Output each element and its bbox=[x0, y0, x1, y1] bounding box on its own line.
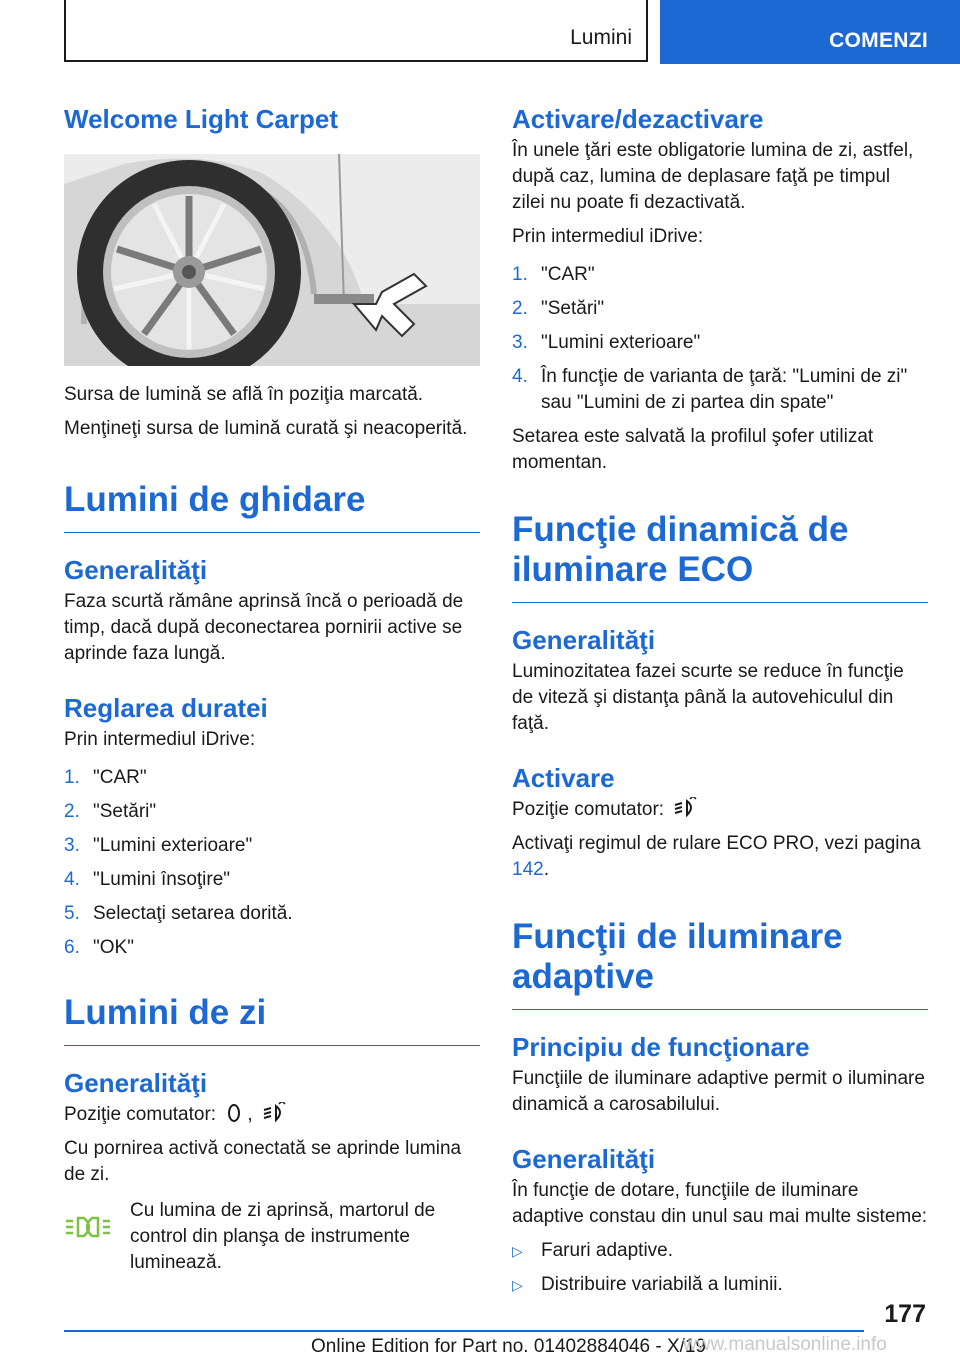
comutator-position-line bbox=[64, 1102, 480, 1128]
reglarea-duratei-title: Reglarea duratei bbox=[64, 693, 268, 723]
indicator-note bbox=[64, 1198, 480, 1276]
switch-position-zero-icon bbox=[225, 1102, 243, 1124]
list-item: 3. "Lumini exterioare" bbox=[64, 835, 253, 856]
generalitati-title-3: Generalităţi bbox=[512, 625, 656, 655]
eco-pro-text-start: Activaţi regimul de rulare ECO PRO, vezi pagina bbox=[512, 833, 921, 854]
header-tab-comenzi[interactable] bbox=[660, 0, 960, 64]
durata-intro: Prin intermediul iDrive: bbox=[64, 729, 256, 750]
car-wheel-image bbox=[64, 154, 480, 366]
activare-title: Activare bbox=[512, 763, 615, 793]
chapter-lumini-de-ghidare: Lumini de ghidare bbox=[64, 480, 480, 533]
activare-steps-list bbox=[512, 262, 928, 416]
list-item: 6. "OK" bbox=[64, 937, 134, 958]
low-beam-auto-icon bbox=[673, 797, 699, 819]
martor-text: Cu lumina de zi aprinsă, martorul de control din planşa de instrumente luminează. bbox=[130, 1200, 436, 1273]
chapter-lumini-de-zi: Lumini de zi bbox=[64, 993, 480, 1046]
activare-dezactivare-title: Activare/dezactivare bbox=[512, 104, 764, 134]
list-item: 1. "CAR" bbox=[64, 767, 147, 788]
durata-steps-list bbox=[64, 765, 480, 961]
daytime-light-indicator-icon bbox=[64, 1212, 112, 1242]
list-item: 1. "CAR" bbox=[512, 264, 595, 285]
page-number: 177 bbox=[884, 1300, 926, 1328]
header-tab-label: COMENZI bbox=[829, 29, 928, 52]
list-item: ▷ Distribuire variabilă a luminii. bbox=[512, 1272, 928, 1298]
list-item: 4. În funcţie de varianta de ţară: "Lumini de zi" sau "Lumini de zi partea din spate" bbox=[512, 366, 908, 413]
bullet-triangle-icon: ▷ bbox=[512, 1243, 523, 1259]
header-section-label: Lumini bbox=[570, 26, 632, 49]
image-caption-2: Menţineţi sursa de lumină curată şi neacoperită. bbox=[64, 418, 468, 439]
footer-divider bbox=[64, 1330, 864, 1332]
generalitati-title-1: Generalităţi bbox=[64, 555, 208, 585]
left-column bbox=[64, 100, 480, 1276]
eco-pro-text-end: . bbox=[543, 859, 549, 880]
generalitati-text-4: În funcţie de dotare, funcţiile de iluminare adaptive constau din unul sau mai multe sisteme: bbox=[512, 1180, 928, 1227]
list-item: 3. "Lumini exterioare" bbox=[512, 332, 701, 353]
generalitati-text-3: Luminozitatea fazei scurte se reduce în funcţie de viteză şi distanţa până la autovehiculul din faţă. bbox=[512, 661, 904, 734]
eco-pro-text bbox=[512, 831, 928, 883]
list-item: 4. "Lumini însoţire" bbox=[64, 869, 231, 890]
image-caption-1: Sursa de lumină se află în poziţia marcată. bbox=[64, 384, 424, 405]
comutator-label: Poziţie comutator: bbox=[64, 1104, 217, 1125]
header-box bbox=[64, 0, 648, 62]
pornire-text: Cu pornirea activă conectată se aprinde lumina de zi. bbox=[64, 1138, 462, 1185]
generalitati-text-1: Faza scurtă rămâne aprinsă încă o perioadă de timp, dacă după deconectarea pornirii active se aprinde faza lungă. bbox=[64, 591, 464, 664]
right-column bbox=[512, 100, 928, 1306]
activare-intro: Prin intermediul iDrive: bbox=[512, 226, 704, 247]
low-beam-auto-icon bbox=[262, 1102, 288, 1124]
list-item: 2. "Setări" bbox=[512, 298, 605, 319]
list-item: ▷ Faruri adaptive. bbox=[512, 1238, 928, 1264]
adaptive-systems-list bbox=[512, 1238, 928, 1298]
generalitati-title-4: Generalităţi bbox=[512, 1144, 656, 1174]
watermark-text: www.manualsonline.info bbox=[683, 1334, 887, 1355]
chapter-adaptive-lighting: Funcţii de iluminare adaptive bbox=[512, 917, 928, 1010]
bullet-triangle-icon: ▷ bbox=[512, 1277, 523, 1293]
list-item: 5. Selectaţi setarea dorită. bbox=[64, 903, 293, 924]
generalitati-title-2: Generalităţi bbox=[64, 1068, 208, 1098]
comutator-comma: , bbox=[247, 1104, 253, 1125]
car-wheel-illustration bbox=[64, 154, 480, 366]
list-item: 2. "Setări" bbox=[64, 801, 157, 822]
comutator-label: Poziţie comutator: bbox=[512, 799, 665, 820]
principiu-title: Principiu de funcţionare bbox=[512, 1032, 810, 1062]
welcome-light-title: Welcome Light Carpet bbox=[64, 104, 339, 134]
edition-text: Online Edition for Part no. 01402884046 - X/19 bbox=[311, 1336, 707, 1357]
activare-note: Setarea este salvată la profilul şofer utilizat momentan. bbox=[512, 426, 874, 473]
eco-comutator-line bbox=[512, 797, 928, 823]
activare-dezactivare-text: În unele ţări este obligatorie lumina de zi, astfel, după caz, lumina de deplasare faţă pe timpul zilei nu poate fi dezactivată. bbox=[512, 140, 914, 213]
page-link-142[interactable]: 142 bbox=[512, 859, 544, 880]
chapter-eco-lighting: Funcţie dinamică de iluminare ECO bbox=[512, 510, 928, 603]
principiu-text: Funcţiile de iluminare adaptive permit o iluminare dinamică a carosabilului. bbox=[512, 1068, 925, 1115]
